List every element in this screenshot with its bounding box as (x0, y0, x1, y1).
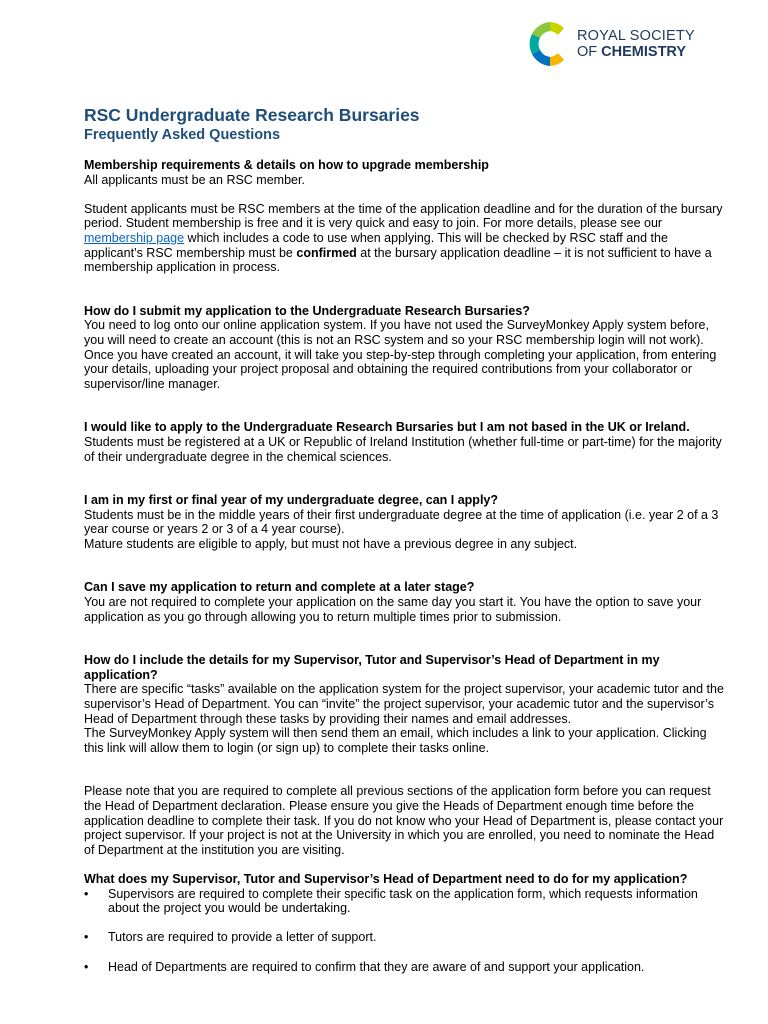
logo-line-2: OF CHEMISTRY (577, 44, 687, 60)
faq-answer: Please note that you are required to complete all previous sections of the application form before you can request the Head of Department declaration. Please ensure you give the Heads of Department enough time before the application deadline to complete their task. If you do not know who your Head of Department is, please contact your project supervisor. If your project is not at the University in which you are enrolled, you need to nominate the Head of Department at the institution you are visiting. (84, 784, 724, 857)
faq-section-save (84, 580, 724, 624)
document-subtitle: Frequently Asked Questions (84, 127, 281, 143)
faq-section-supervisor-details (84, 653, 724, 857)
rsc-logo-icon (528, 18, 572, 70)
faq-question: How do I include the details for my Supervisor, Tutor and Supervisor’s Head of Department in my application? (84, 653, 660, 682)
faq-answer: Student applicants must be RSC members at the time of the application deadline and for the duration of the bursary period. Student membership is free and it is very quick and easy to join. For more details, please see our membership page which includes a code to use when applying. This will be checked by RSC staff and the applicant’s RSC membership must be confirmed at the bursary application deadline – it is not sufficient to have a membership application in process. (84, 201, 723, 275)
faq-answer: Students must be registered at a UK or Republic of Ireland Institution (whether full-time or part-time) for the majority of their undergraduate degree in the chemical sciences. (84, 434, 722, 464)
bullet: • (84, 886, 89, 901)
list-item: • Supervisors are required to complete their specific task on the application form, which requests information about the project you would be undertaking. (84, 886, 698, 916)
document-body (84, 104, 724, 989)
faq-question: I am in my first or final year of my undergraduate degree, can I apply? (84, 493, 499, 508)
logo-line-1: ROYAL SOCIETY (577, 28, 695, 44)
list-item: • Tutors are required to provide a letter of support. (84, 930, 377, 945)
faq-answer: You need to log onto our online application system. If you have not used the SurveyMonkey Apply system before, you will need to create an account (this is not an RSC system and so your RSC membership login will not work). Once you have created an account, it will take you step-by-step through completing your application, from entering your details, uploading your project proposal and obtaining the required contributions from your collaborator or supervisor/line manager. (84, 318, 717, 391)
bullet: • (84, 959, 89, 974)
faq-question: Can I save my application to return and complete at a later stage? (84, 580, 475, 595)
list-item: • Head of Departments are required to confirm that they are aware of and support your application. (84, 959, 645, 974)
faq-section-supervisor-tasks (84, 872, 724, 974)
faq-answer: All applicants must be an RSC member. (84, 172, 305, 187)
faq-answer: Students must be in the middle years of their first undergraduate degree at the time of application (i.e. year 2 of a 3 year course or years 2 or 3 of a 4 year course). (84, 507, 719, 537)
faq-section-submit (84, 304, 724, 392)
bullet: • (84, 930, 89, 945)
faq-question: What does my Supervisor, Tutor and Supervisor’s Head of Department need to do for my application? (84, 871, 688, 886)
faq-answer: Mature students are eligible to apply, but must not have a previous degree in any subject. (84, 536, 578, 551)
faq-answer: The SurveyMonkey Apply system will then send them an email, which includes a link to your application. Clicking this link will allow them to login (or sign up) to complete their tasks online. (84, 726, 707, 755)
faq-question: How do I submit my application to the Undergraduate Research Bursaries? (84, 303, 530, 318)
membership-page-link[interactable]: membership page (84, 230, 185, 245)
rsc-logo (528, 18, 728, 74)
faq-section-location (84, 420, 724, 464)
faq-question: I would like to apply to the Undergraduate Research Bursaries but I am not based in the UK or Ireland. (84, 420, 690, 435)
document-title: RSC Undergraduate Research Bursaries (84, 105, 420, 125)
task-list (84, 887, 724, 975)
faq-question: Membership requirements & details on how to upgrade membership (84, 158, 489, 172)
faq-answer: You are not required to complete your application on the same day you start it. You have the option to save your application as you go through allowing you to return multiple times prior to submission. (84, 595, 702, 624)
faq-section-membership (84, 158, 724, 275)
faq-answer: There are specific “tasks” available on the application system for the project supervisor, your academic tutor and the supervisor’s Head of Department. You can “invite” the project supervisor, your academic tutor and the supervisor’s Head of Department through these tasks by providing their names and email addresses. (84, 682, 724, 726)
faq-section-year (84, 493, 724, 551)
